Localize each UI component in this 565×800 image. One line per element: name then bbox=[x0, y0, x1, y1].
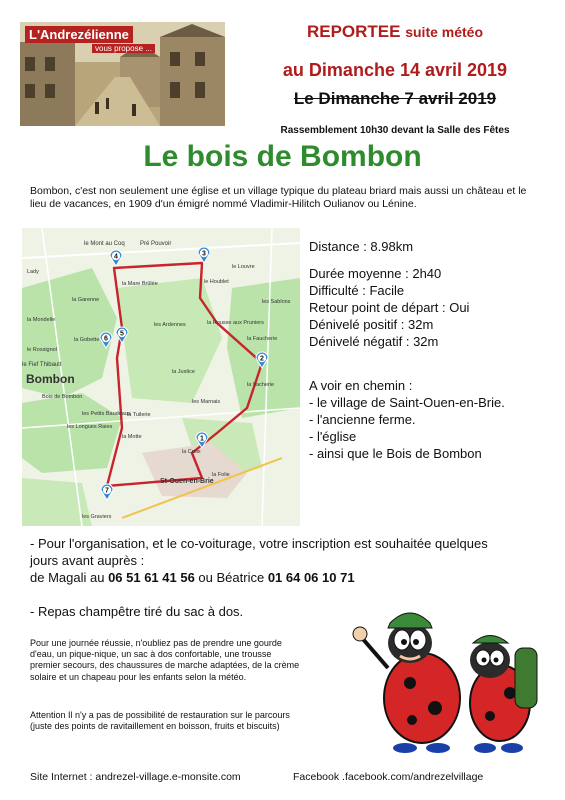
map-label: les Graviers bbox=[82, 514, 112, 520]
postponed-reason: suite météo bbox=[405, 24, 484, 40]
sights-item: - l'ancienne ferme. bbox=[309, 412, 416, 427]
map-label: la Justice bbox=[172, 369, 195, 375]
postponed-label: REPORTEE bbox=[306, 22, 401, 41]
map-label: les Sablons bbox=[262, 299, 291, 305]
phone-beatrice: 01 64 06 10 71 bbox=[267, 570, 355, 585]
map-label: le Houblet bbox=[204, 279, 229, 285]
map-label: les Ardennes bbox=[154, 322, 186, 328]
svg-text:6: 6 bbox=[104, 335, 108, 343]
banner-subtitle: vous propose ... bbox=[92, 44, 155, 53]
map-label: la Garenne bbox=[72, 297, 100, 303]
map-label: la Faucherie bbox=[247, 336, 278, 342]
svg-text:1: 1 bbox=[200, 435, 204, 443]
website-link[interactable]: Site Internet : andrezel-village.e-monsite.com bbox=[30, 771, 241, 783]
map-label: la Mondelle bbox=[27, 317, 56, 323]
facebook-link[interactable]: Facebook .facebook.com/andrezelvillage bbox=[293, 771, 484, 783]
map-label: St-Ouen-en-Brie bbox=[160, 478, 214, 485]
old-date-struck: Le Dimanche 7 avril 2019 bbox=[293, 89, 497, 108]
duration: Durée moyenne : 2h40 bbox=[309, 266, 442, 281]
map-label: la Motte bbox=[122, 434, 142, 440]
route-map bbox=[22, 228, 300, 526]
page-title: Le bois de Bombon bbox=[143, 140, 422, 173]
map-label: la Rousse aux Pruniers bbox=[207, 320, 264, 326]
postponed-notice bbox=[245, 22, 545, 42]
map-label: les Longues Raies bbox=[67, 424, 113, 430]
organisation-line2: jours avant auprès : bbox=[30, 553, 145, 568]
elevation-gain: Dénivelé positif : 32m bbox=[309, 317, 434, 332]
map-label: Lady bbox=[27, 269, 39, 275]
map-label: les Marnais bbox=[192, 399, 221, 405]
sights-item: - ainsi que le Bois de Bombon bbox=[309, 446, 482, 461]
svg-text:4: 4 bbox=[114, 253, 118, 261]
sights-title: A voir en chemin : bbox=[309, 378, 413, 393]
warning-text: Attention Il n'y a pas de possibilité de restauration sur le parcours (juste des points de ravitaillement en boisson, fruits et biscuits) bbox=[30, 710, 290, 732]
contacts: de Magali au 06 51 61 41 56 ou Béatrice 01 64 06 10 71 bbox=[30, 570, 355, 585]
map-label: le Louvre bbox=[232, 264, 255, 270]
intro-text: Bombon, c'est non seulement une église et un village typique du plateau briard mais aussi un château et le lieu de vacances, en 1909 d'un émigré nommé Vladimir-Hilitch Oulianov ou Lénine. bbox=[30, 185, 527, 210]
svg-text:7: 7 bbox=[105, 487, 109, 495]
svg-text:3: 3 bbox=[202, 250, 206, 258]
distance: Distance : 8.98km bbox=[309, 239, 414, 254]
organisation-text bbox=[30, 535, 560, 586]
sights-item: - le village de Saint-Ouen-en-Brie. bbox=[309, 395, 505, 410]
map-label: Pré Pouvoir bbox=[140, 241, 172, 247]
sights-item: - l'église bbox=[309, 429, 357, 444]
organisation-line1: - Pour l'organisation, et le co-voiturage, votre inscription est souhaitée quelques bbox=[30, 536, 488, 551]
svg-text:5: 5 bbox=[120, 330, 124, 338]
map-label: la Gobette bbox=[74, 337, 100, 343]
phone-magali: 06 51 61 41 56 bbox=[108, 570, 195, 585]
banner-title: L'Andrezélienne bbox=[25, 26, 133, 43]
map-label: la Vacherie bbox=[247, 382, 275, 388]
picnic-note: - Repas champêtre tiré du sac à dos. bbox=[30, 604, 244, 619]
elevation-loss: Dénivelé négatif : 32m bbox=[309, 334, 439, 349]
map-label: la Mare Brûlée bbox=[122, 281, 158, 287]
map-label: Bombon bbox=[26, 372, 75, 386]
map-label: les Petits Baudeaux bbox=[82, 411, 131, 417]
map-label: la Croix bbox=[182, 449, 201, 455]
map-label: la Folie bbox=[212, 472, 230, 478]
map-label: le Fief Thibault bbox=[22, 362, 62, 368]
map-label: le Rossignol bbox=[27, 347, 57, 353]
svg-text:2: 2 bbox=[260, 355, 264, 363]
new-date: au Dimanche 14 avril 2019 bbox=[282, 60, 508, 80]
meeting-point: Rassemblement 10h30 devant la Salle des Fêtes bbox=[280, 125, 510, 136]
map-label: la Tuilerie bbox=[127, 412, 151, 418]
advice-text: Pour une journée réussie, n'oubliez pas de prendre une gourde d'eau, un pique-nique, un sac à dos confortable, une trousse premier secours, des chaussures de marche adaptées, de la crème solaire et un chapeau pour les enfants selon la météo. bbox=[30, 638, 300, 682]
map-label: Bois de Bombon bbox=[42, 394, 83, 400]
ladybug-mascots-illustration bbox=[350, 598, 550, 758]
return-to-start: Retour point de départ : Oui bbox=[309, 300, 470, 315]
difficulty: Difficulté : Facile bbox=[309, 283, 405, 298]
map-label: le Mont au Coq bbox=[84, 241, 125, 247]
hike-info bbox=[309, 238, 554, 462]
